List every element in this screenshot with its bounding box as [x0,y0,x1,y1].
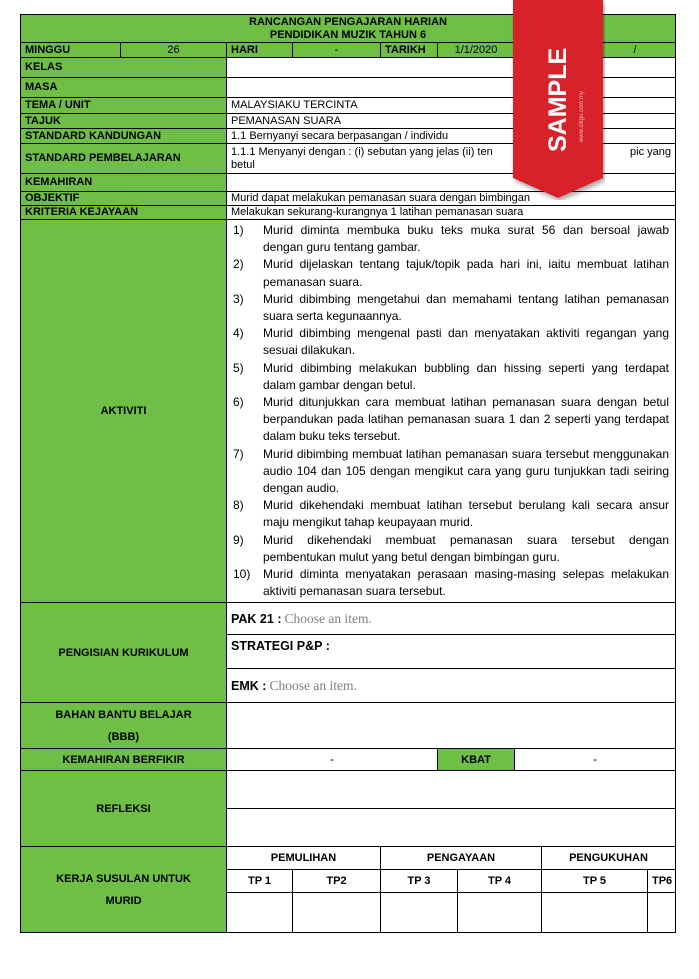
tema-label: TEMA / UNIT [21,98,227,114]
tp-3-header: TP 3 [381,870,458,893]
activity-number: 6) [233,395,244,410]
sample-watermark [511,0,605,200]
tarikh-value[interactable]: 1/1/2020 [438,43,515,58]
activity-item [227,497,669,531]
activity-number: 7) [233,446,244,461]
bbb-row [21,703,676,749]
activity-text: Murid ditunjukkan cara membuat latihan pemanasan suara dengan betul berpandukan pada latihan pemanasan suara 1 dan 2 seperti yang terdapat dalam buku teks tersebut. [263,395,670,444]
activity-item [227,446,669,498]
kemahiran-value[interactable] [227,174,676,192]
tp-3-cell[interactable] [381,893,458,933]
tarikh-label: TARIKH [381,43,438,58]
emk-dropdown[interactable]: Choose an item. [269,678,357,694]
refleksi-line-1[interactable] [227,771,676,809]
sp-value[interactable] [227,144,676,174]
pak21-row [21,603,676,635]
watermark-small-text: www.cikgu.com.my [579,90,585,142]
activity-item [227,394,669,446]
minggu-value[interactable]: 26 [121,43,227,58]
tp-1-header: TP 1 [227,870,293,893]
emk-cell[interactable] [227,669,676,703]
kriteria-label: KRITERIA KEJAYAAN [21,206,227,220]
activity-text: Murid dibimbing mengenal pasti dan menyatakan aktiviti regangan yang sesuai dilakukan. [263,326,670,358]
bbb-value[interactable] [227,703,676,749]
activity-number: 9) [233,532,244,547]
tema-value[interactable]: MALAYSIAKU TERCINTA [227,98,676,114]
aktiviti-row [21,220,676,603]
susulan-label-line-1: KERJA SUSULAN UNTUK [56,872,191,885]
activity-number: 2) [233,257,244,272]
berfikir-label: KEMAHIRAN BERFIKIR [21,749,227,771]
activity-text: Murid dijelaskan tentang tajuk/topik pada hari ini, iaitu membuat latihan pemanasan suara. [263,257,670,289]
sk-value[interactable]: 1.1 Bernyanyi secara berpasangan / individu [227,129,676,144]
strategi-cell[interactable] [227,635,676,669]
activity-item [227,291,669,325]
activity-item [227,566,669,600]
activity-text: Murid dikehendaki membuat latihan tersebut berulang kali secara ansur maju mengikut tahap keupayaan murid. [263,498,670,530]
activity-text: Murid dibimbing membuat latihan pemanasan suara tersebut menggunakan audio 104 dan 105 dengan mengikut cara yang guru tunjukkan tadi seiring dengan audio. [263,446,670,496]
aktiviti-cell[interactable] [227,220,676,603]
masa-label: MASA [21,78,227,98]
masa-value[interactable] [227,78,676,98]
title-line-1: RANCANGAN PENGAJARAN HARIAN [249,15,448,28]
susulan-label-line-2: MURID [105,894,142,907]
refleksi-line-2[interactable] [227,809,676,847]
tp-5-header: TP 5 [542,870,648,893]
title-line-2: PENDIDIKAN MUZIK TAHUN 6 [269,28,427,41]
watermark-text: SAMPLE [544,47,572,152]
tp-6-header: TP6 [648,870,676,893]
sk-label: STANDARD KANDUNGAN [21,129,227,144]
bbb-label-line-2: (BBB) [107,730,140,743]
objektif-value[interactable]: Murid dapat melakukan pemanasan suara dengan bimbingan [227,192,676,206]
aktiviti-label: AKTIVITI [21,220,227,603]
activity-text: Murid dibimbing melakukan bubbling dan hissing seperti yang terdapat dalam gambar dengan betul. [263,360,670,392]
activity-item [227,256,669,290]
activity-item [227,325,669,359]
kbat-value[interactable]: - [515,749,676,771]
group-pengayaan: PENGAYAAN [381,847,542,870]
berfikir-value[interactable]: - [227,749,438,771]
activity-number: 3) [233,291,244,306]
group-pemulihan: PEMULIHAN [227,847,381,870]
activity-number: 8) [233,498,244,513]
tp-1-cell[interactable] [227,893,293,933]
strategi-label: STRATEGI P&P : [231,639,330,654]
activity-number: 5) [233,360,244,375]
pak21-cell[interactable] [227,603,676,635]
activity-text: Murid dikehendaki membuat pemanasan suara tersebut dengan pembentukan mulut yang betul dengan bimbingan guru. [263,532,670,564]
objektif-label: OBJEKTIF [21,192,227,206]
sp-line-1 [231,146,671,159]
activity-item [227,532,669,566]
group-pengukuhan: PENGUKUHAN [542,847,676,870]
tp-6-cell[interactable] [648,893,676,933]
activity-list [227,220,675,602]
activity-text: Murid diminta menyatakan perasaan masing-masing selepas melakukan aktiviti pemanasan suara tersebut. [263,567,670,599]
sp-label: STANDARD PEMBELAJARAN [21,144,227,174]
kbat-label: KBAT [438,749,515,771]
tp-2-cell[interactable] [293,893,381,933]
bbb-label [21,703,227,749]
refleksi-row-1 [21,771,676,809]
sp-line-1-left: 1.1.1 Menyanyi dengan : (i) sebutan yang jelas (ii) ten [231,145,493,158]
bulan-value[interactable]: / [595,43,676,58]
hari-value[interactable]: - [293,43,381,58]
pak21-label: PAK 21 : [231,612,282,627]
kemahiran-label: KEMAHIRAN [21,174,227,192]
activity-item [227,222,669,256]
activity-text: Murid diminta membuka buku teks muka surat 56 dan bersoal jawab dengan guru tentang gambar. [263,223,670,255]
berfikir-row [21,749,676,771]
tp-4-cell[interactable] [458,893,542,933]
susulan-label [21,847,227,933]
tp-2-header: TP2 [293,870,381,893]
tajuk-label: TAJUK [21,114,227,129]
sp-line-2: betul [231,158,255,171]
hari-label: HARI [227,43,293,58]
bbb-label-line-1: BAHAN BANTU BELAJAR [55,708,192,721]
tajuk-value[interactable]: PEMANASAN SUARA [227,114,676,129]
kriteria-value[interactable]: Melakukan sekurang-kurangnya 1 latihan pemanasan suara [227,206,676,220]
refleksi-label: REFLEKSI [21,771,227,847]
kelas-value[interactable] [227,58,676,78]
activity-text: Murid dibimbing mengetahui dan memahami tentang latihan pemanasan suara serta kegunaannya. [263,291,670,324]
pak21-dropdown[interactable]: Choose an item. [284,611,372,627]
tp-4-header: TP 4 [458,870,542,893]
sp-line-1-right: pic yang [630,145,672,158]
activity-number: 1) [233,223,244,237]
activity-item [227,360,669,394]
kurikulum-label: PENGISIAN KURIKULUM [21,603,227,703]
activity-number: 4) [233,326,244,341]
kriteria-row [21,206,676,220]
minggu-label: MINGGU [21,43,121,58]
activity-number: 10) [233,567,251,582]
emk-label: EMK : [231,679,267,694]
susulan-header-row [21,847,676,870]
tp-5-cell[interactable] [542,893,648,933]
kelas-label: KELAS [21,58,227,78]
